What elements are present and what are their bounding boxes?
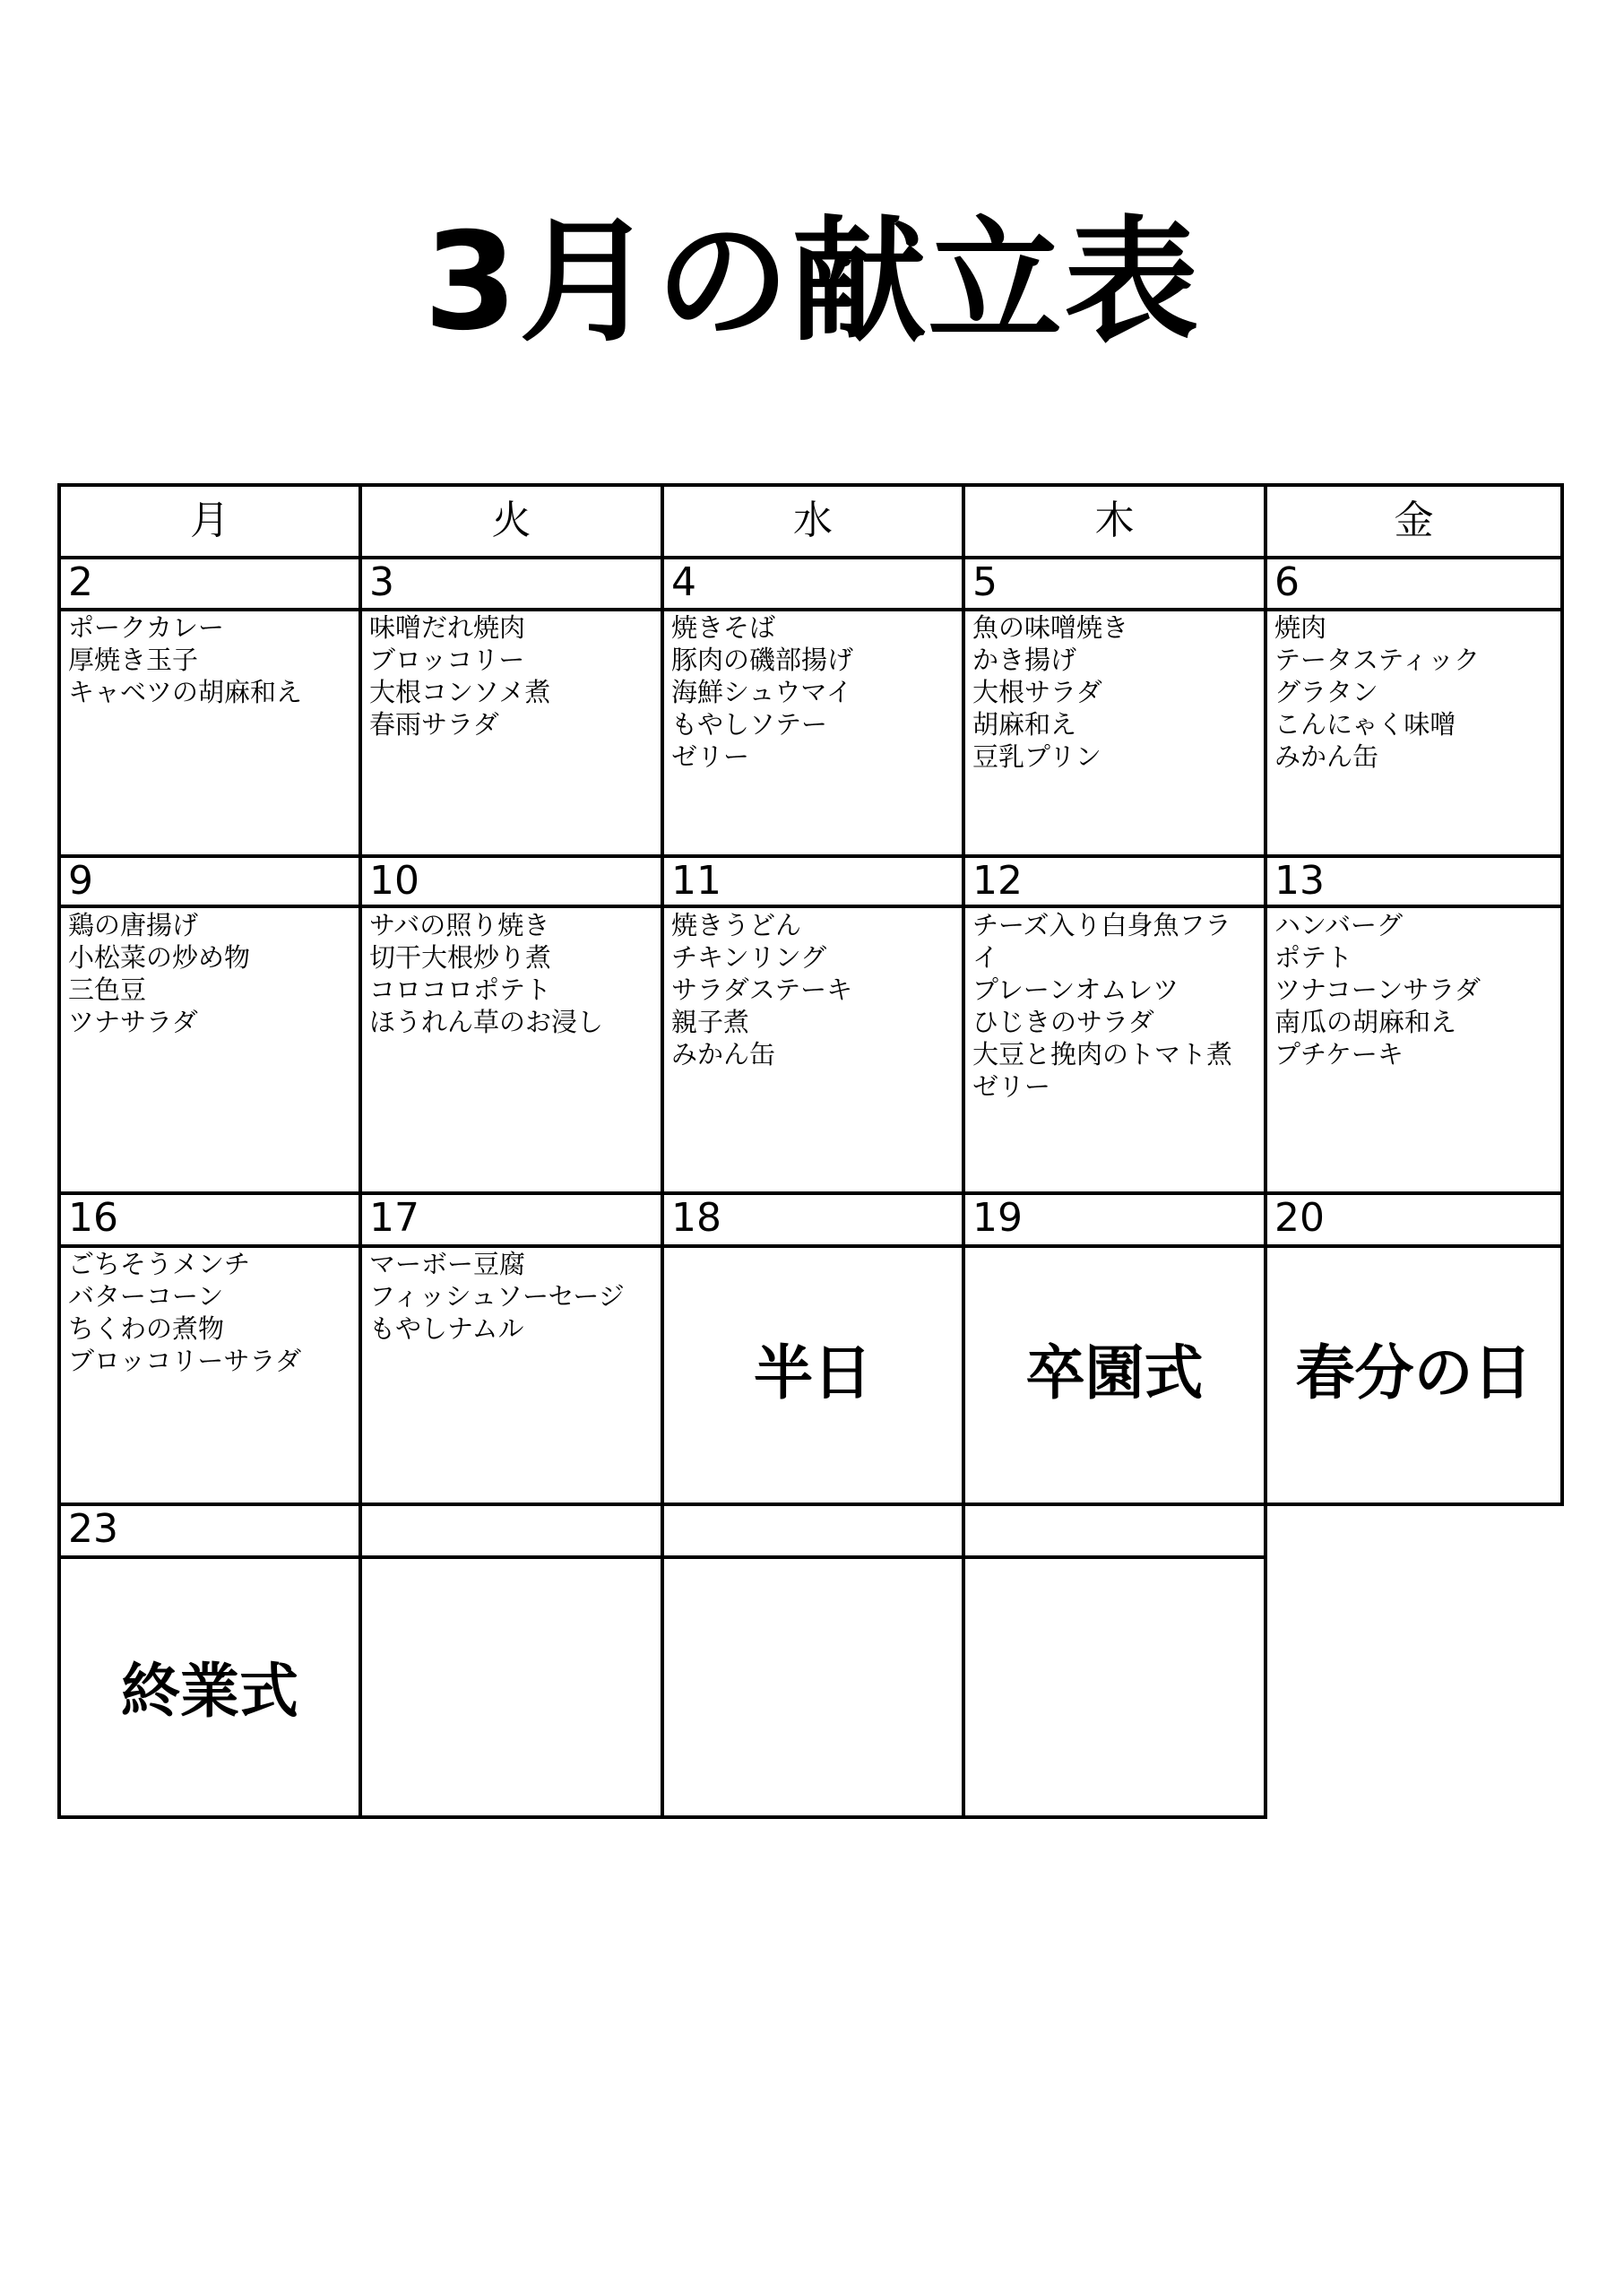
menu-item: ひじきのサラダ [972,1007,1154,1037]
menu-item: キャベツの胡麻和え [68,677,303,707]
menu-list [664,611,853,773]
weekday-header-tue: 火 [491,498,531,543]
menu-item: 春雨サラダ [369,709,499,740]
menu-item: 親子煮 [671,1007,750,1037]
menu-item: ハンバーグ [1274,910,1403,940]
menu-item: 豚肉の磯部揚げ [671,645,854,675]
menu-calendar [57,483,1564,1819]
menu-item: 焼きそば [671,612,776,643]
menu-item: チキンリング [671,942,827,973]
menu-item: 南瓜の胡麻和え [1274,1007,1457,1037]
day-number: 17 [369,1195,419,1241]
menu-item: こんにゃく味噌 [1274,709,1456,740]
menu-item: 厚焼き玉子 [68,645,199,675]
menu-list [362,909,603,1038]
day-number: 12 [972,858,1023,904]
day-number: 5 [972,559,998,605]
menu-item: ほうれん草のお浸し [369,1007,604,1037]
menu-item: もやしソテー [671,709,828,740]
menu-item: コロコロポテト [369,974,552,1005]
day-number: 16 [68,1195,118,1241]
menu-item: プチケーキ [1274,1039,1404,1070]
day-number: 20 [1274,1195,1325,1241]
menu-item: かき揚げ [972,645,1077,675]
menu-item: 海鮮シュウマイ [671,677,852,707]
day-number: 23 [68,1506,118,1552]
menu-list [1267,909,1481,1070]
event-label: 春分の日 [1295,1338,1533,1407]
day-number: 13 [1274,858,1325,904]
menu-item: ごちそうメンチ [68,1249,251,1279]
menu-item: グラタン [1274,677,1378,707]
menu-item: ツナサラダ [68,1007,198,1037]
menu-item: みかん缶 [671,1039,776,1070]
menu-item: 大根コンソメ煮 [369,677,551,707]
menu-list [664,909,852,1070]
menu-item: ポテト [1274,942,1353,973]
menu-list [61,611,302,708]
menu-item: みかん缶 [1274,741,1379,772]
menu-list [362,611,550,740]
menu-item: マーボー豆腐 [369,1249,526,1279]
weekday-header-mon: 月 [190,498,229,543]
menu-item: イ [972,942,999,973]
weekday-header-thu: 木 [1094,498,1135,543]
menu-item: サラダステーキ [671,974,853,1005]
day-number: 11 [671,858,721,904]
menu-list [61,909,250,1038]
menu-item: 焼肉 [1274,612,1327,643]
day-number: 9 [68,858,93,904]
menu-item: 切干大根炒り煮 [369,942,552,973]
menu-item: 胡麻和え [972,709,1077,740]
day-number: 2 [68,559,93,605]
menu-item: 小松菜の炒め物 [68,942,251,973]
page-title: 3月の献立表 [423,204,1201,360]
menu-item: テータスティック [1274,645,1481,675]
menu-item: 三色豆 [68,974,147,1005]
menu-item: プレーンオムレツ [972,974,1179,1005]
menu-item: ゼリー [972,1071,1051,1102]
day-number: 3 [369,559,394,605]
menu-item: ポークカレー [68,612,225,643]
day-number: 6 [1274,559,1300,605]
menu-item: ツナコーンサラダ [1274,974,1481,1005]
menu-item: 大根サラダ [972,677,1102,707]
menu-list [362,1248,625,1345]
weekday-header-fri: 金 [1394,498,1434,543]
menu-item: 味噌だれ焼肉 [369,612,526,643]
menu-item: ゼリー [671,741,750,772]
menu-item: バターコーン [68,1281,224,1312]
weekday-header-wed: 水 [793,498,833,543]
event-label: 終業式 [121,1657,298,1726]
menu-list [1267,611,1480,773]
day-number: 18 [671,1195,721,1241]
menu-item: 焼きうどん [671,910,802,940]
menu-list [965,611,1128,773]
menu-item: 魚の味噌焼き [972,612,1129,643]
menu-item: 大豆と挽肉のトマト煮 [972,1039,1233,1070]
menu-item: チーズ入り白身魚フラ [972,910,1231,940]
menu-list [61,1248,301,1377]
menu-item: ちくわの煮物 [68,1313,225,1344]
day-number: 4 [671,559,696,605]
day-number: 10 [369,858,419,904]
day-number: 19 [972,1195,1023,1241]
event-label: 半日 [754,1338,872,1407]
menu-item: ブロッコリー [369,645,525,675]
menu-item: フィッシュソーセージ [369,1281,625,1312]
menu-item: ブロッコリーサラダ [68,1346,302,1376]
menu-item: サバの照り焼き [369,910,550,940]
menu-item: 豆乳プリン [972,741,1101,772]
menu-item: 鶏の唐揚げ [68,910,199,940]
menu-list [965,909,1232,1103]
menu-item: もやしナムル [369,1313,524,1344]
event-label: 卒園式 [1025,1338,1204,1407]
